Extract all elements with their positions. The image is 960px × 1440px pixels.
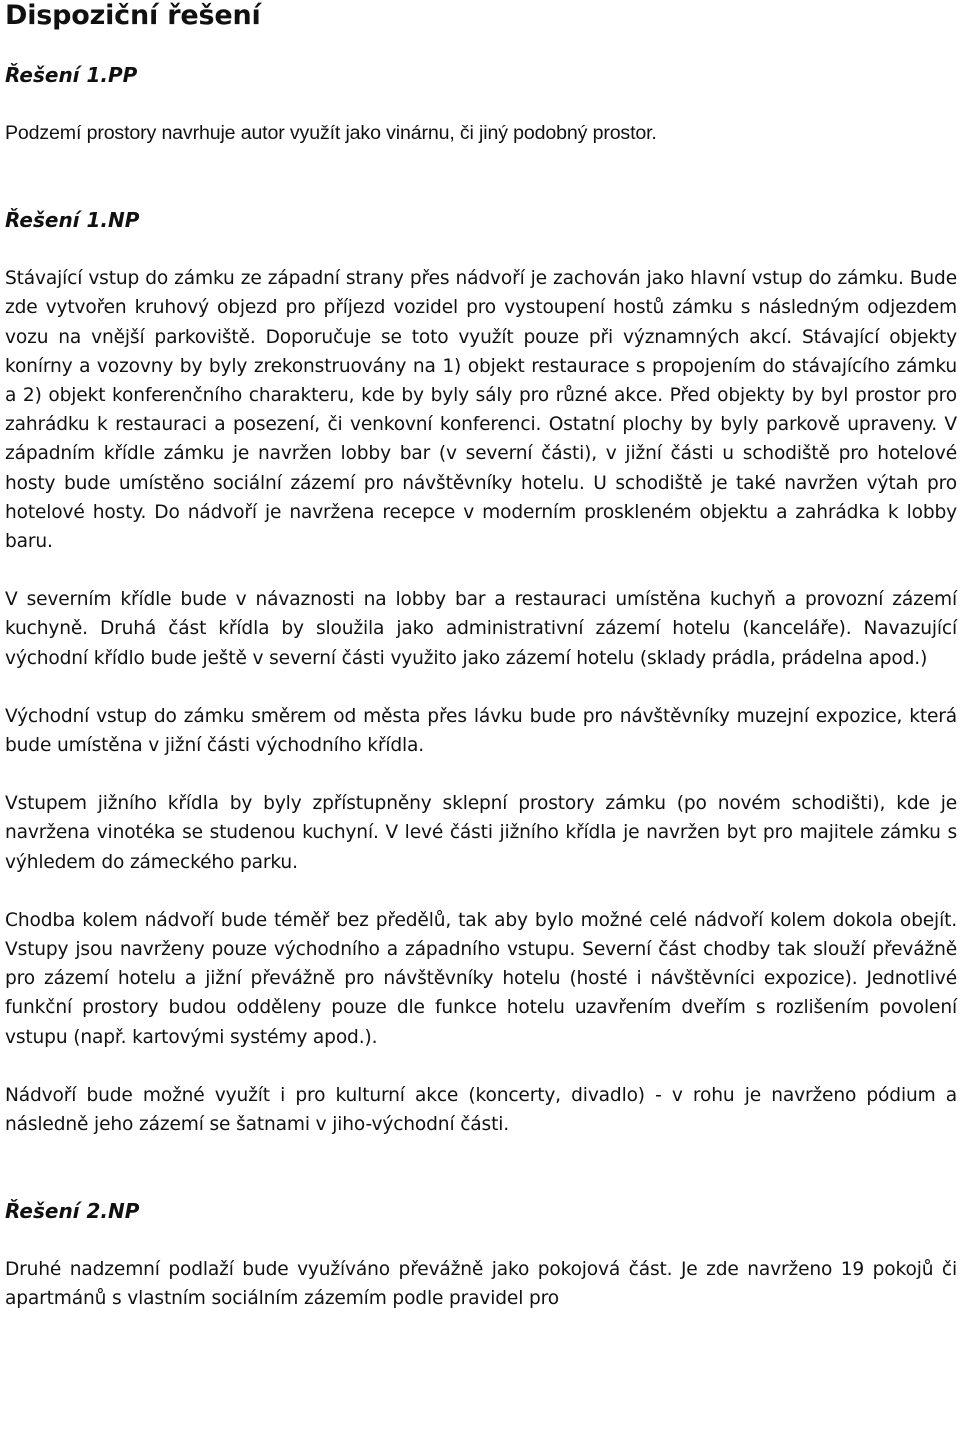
section-heading-1np: Řešení 1.NP: [5, 208, 140, 233]
spacer: [5, 760, 957, 789]
spacer: [5, 32, 957, 61]
paragraph-1np-6: Nádvoří bude možné využít i pro kulturní akce (koncerty, divadlo) - v rohu je navrženo pódium a následně jeho zázemí se šatnami v jiho-východní části.: [5, 1084, 957, 1136]
spacer: [5, 90, 957, 119]
paragraph-1np-4: Vstupem jižního křídla by byly zpřístupněny sklepní prostory zámku (po novém schodišti), kde je navržena vinotéka se studenou kuchyní. V levé části jižního křídla je navržen byt pro majitele zámku s výhledem do zámeckého parku.: [5, 793, 957, 873]
section-heading-2np: Řešení 2.NP: [5, 1199, 140, 1224]
spacer: [5, 235, 957, 264]
spacer: [5, 1052, 957, 1081]
spacer: [5, 1139, 957, 1197]
paragraph-1np-5: Chodba kolem nádvoří bude téměř bez předělů, tak aby bylo možné celé nádvoří kolem dokola obejít. Vstupy jsou navrženy pouze východního a západního vstupu. Severní část chodby tak slouží převážně pro zázemí hotelu a jižní převážně pro návštěvníky hotelu (hosté i návštěvníci expozice). Jednotlivé funkční prostory budou odděleny pouze dle funkce hotelu uzavřením dveřím s rozlišením povolení vstupu (např. kartovými systémy apod.).: [5, 909, 957, 1048]
paragraph-1np-3: Východní vstup do zámku směrem od města přes lávku bude pro návštěvníky muzejní expozice, která bude umístěna v jižní části východního křídla.: [5, 705, 957, 757]
document-page: [5, 0, 957, 1314]
spacer: [5, 1226, 957, 1255]
paragraph-1np-2: V severním křídle bude v návaznosti na lobby bar a restauraci umístěna kuchyň a provozní zázemí kuchyně. Druhá část křídla by sloužila jako administrativní zázemí hotelu (kanceláře). Navazující východní křídlo bude ještě v severní části využito jako zázemí hotelu (sklady prádla, prádelna apod.): [5, 589, 957, 669]
paragraph-1pp-1: Podzemí prostory navrhuje autor využít jako vinárnu, či jiný podobný prostor.: [5, 122, 657, 144]
spacer: [5, 877, 957, 906]
paragraph-2np-1: Druhé nadzemní podlaží bude využíváno převážně jako pokojová část. Je zde navrženo 19 pokojů či apartmánů s vlastním sociálním zázemím podle pravidel pro: [5, 1259, 957, 1310]
paragraph-1np-1: Stávající vstup do zámku ze západní strany přes nádvoří je zachován jako hlavní vstup do zámku. Bude zde vytvořen kruhový objezd pro příjezd vozidel pro vystoupení hostů zámku s následným odjezdem vozu na vnější parkoviště. Doporučuje se toto využít pouze při významných akcí. Stávající objekty konírny a vozovny by byly zrekonstruovány na 1) objekt restaurace s propojením do stávajícího zámku a 2) objekt konferenčního charakteru, kde by byly sály pro různé akce. Před objekty by byl prostor pro zahrádku k restauraci a posezení, či venkovní konferenci. Ostatní plochy by byly parkově upraveny. V západním křídle zámku je navržen lobby bar (v severní části), v jižní části u schodiště pro hotelové hosty bude umístěno sociální zázemí pro návštěvníky hotelu. U schodiště je také navržen výtah pro hotelové hosty. Do nádvoří je navržena recepce v moderním proskleném objektu a zahrádka k lobby baru.: [5, 268, 957, 553]
spacer: [5, 556, 957, 585]
spacer: [5, 148, 957, 206]
spacer: [5, 673, 957, 702]
section-heading-1pp: Řešení 1.PP: [5, 63, 138, 87]
page-title: Dispoziční řešení: [5, 0, 261, 31]
